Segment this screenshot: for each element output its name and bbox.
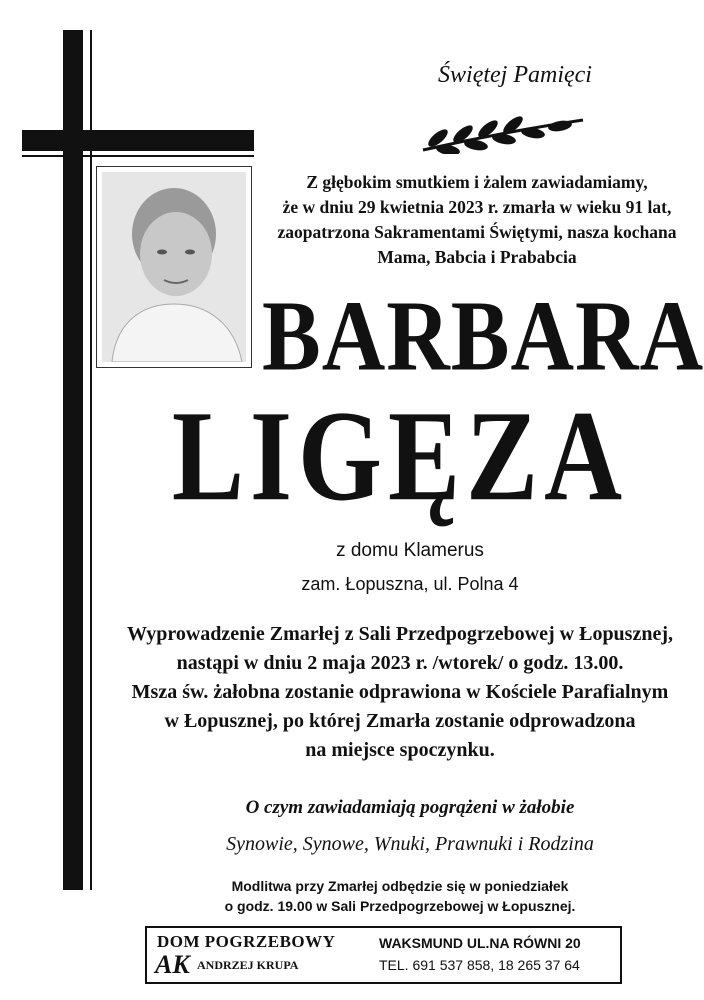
funeral-home-owner: ANDRZEJ KRUPA <box>197 958 299 972</box>
funeral-line: na miejsce spoczynku. <box>305 739 495 761</box>
funeral-line: nastąpi w dniu 2 maja 2023 r. /wtorek/ o godz. 13.00. <box>176 652 624 674</box>
cross-vertical-line <box>90 30 92 890</box>
funeral-home-footer <box>145 926 622 984</box>
maiden-name: z domu Klamerus <box>336 540 484 561</box>
mourners-intro: O czym zawiadamiają pogrążeni w żałobie <box>245 797 575 818</box>
cross-gap <box>83 30 90 890</box>
funeral-home-address: WAKSMUND UL.NA RÓWNI 20 <box>379 935 581 951</box>
olive-branch-icon <box>418 112 588 154</box>
funeral-home-contact <box>379 932 619 976</box>
portrait-photo <box>96 166 252 368</box>
prayer-line: Modlitwa przy Zmarłej odbędzie się w poniedziałek <box>231 878 569 894</box>
deceased-surname: LIGĘZA <box>171 385 629 528</box>
intro-line: że w dniu 29 kwietnia 2023 r. zmarła w wieku 91 lat, <box>282 197 672 217</box>
photo-image <box>102 172 246 362</box>
funeral-line: Wyprowadzenie Zmarłej z Sali Przedpogrzebowej w Łopusznej, <box>126 623 674 645</box>
person-silhouette-icon <box>102 172 246 362</box>
prayer-notice <box>150 876 650 916</box>
intro-line: zaopatrzona Sakramentami Świętymi, nasza kochana <box>277 222 677 242</box>
funeral-home-info <box>157 932 377 952</box>
intro-line: Z głębokim smutkiem i żalem zawiadamiamy, <box>306 172 648 192</box>
funeral-line: Msza św. żałobna zostanie odprawiona w Kościele Parafialnym <box>131 681 669 703</box>
heading: Świętej Pamięci <box>438 62 592 88</box>
funeral-details <box>100 620 700 765</box>
funeral-home-phone: TEL. 691 537 858, 18 265 37 64 <box>379 957 580 973</box>
cross-horizontal-line <box>22 155 254 157</box>
cross-icon <box>22 130 254 151</box>
cross-vertical-beam <box>63 30 83 890</box>
intro-line: Mama, Babcia i Prababcia <box>377 247 577 267</box>
residence-address: zam. Łopuszna, ul. Polna 4 <box>301 574 519 594</box>
announcement-intro <box>262 170 692 270</box>
funeral-home-name: DOM POGRZEBOWY <box>157 932 336 951</box>
prayer-line: o godz. 19.00 w Sali Przedpogrzebowej w Łopusznej. <box>224 898 576 914</box>
deceased-first-name: BARBARA <box>262 280 704 393</box>
funeral-line: w Łopusznej, po której Zmarła zostanie odprowadzona <box>164 710 636 732</box>
mourners: Synowie, Synowe, Wnuki, Prawnuki i Rodzina <box>226 833 594 855</box>
funeral-home-logo: AK <box>155 950 190 979</box>
